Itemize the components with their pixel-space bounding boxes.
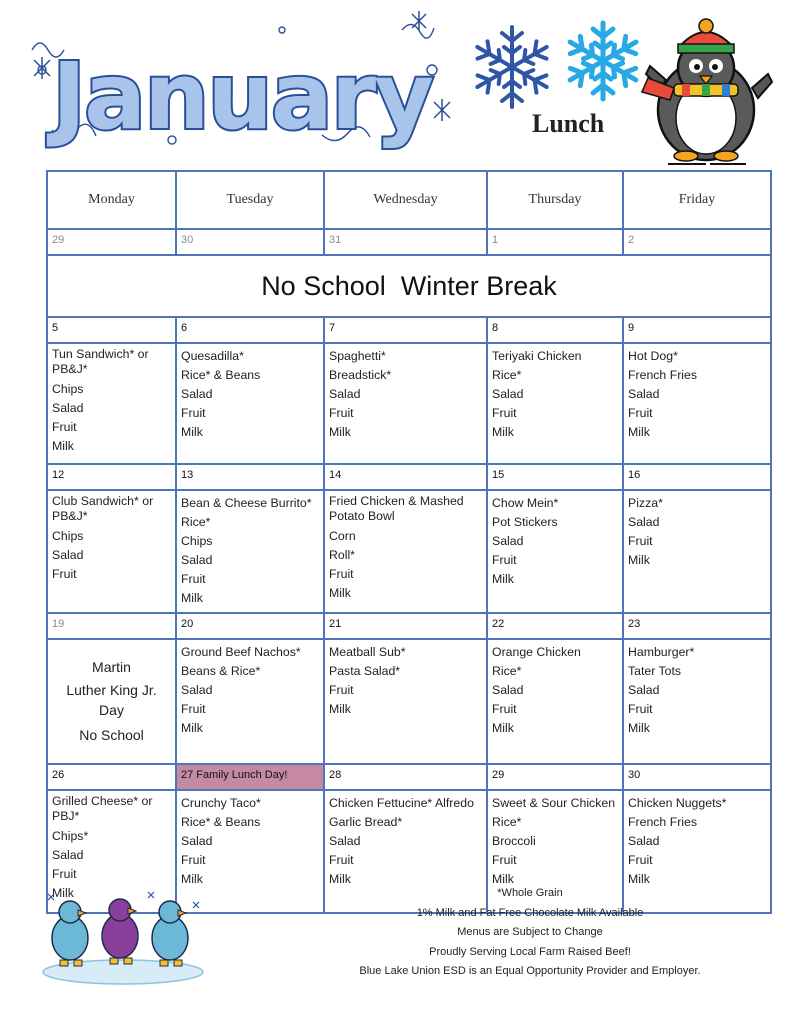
menu-item: Salad [52, 548, 84, 562]
week-3-dates [47, 613, 771, 639]
menu-item: Fruit [492, 406, 517, 420]
menu-item: Salad [492, 387, 524, 401]
menu-item: Crunchy Taco* [181, 796, 261, 810]
date-cell: 14 [324, 464, 487, 490]
footer-note: Menus are Subject to Change [457, 926, 603, 939]
date-cell: 22 [487, 613, 623, 639]
footer-note: Blue Lake Union ESD is an Equal Opportunity Provider and Employer. [359, 965, 701, 978]
menu-cell [487, 490, 623, 613]
menu-item: Fruit [181, 572, 206, 586]
menu-item: Fruit [181, 853, 206, 867]
menu-item: Milk [492, 572, 514, 586]
menu-item: Milk [181, 591, 203, 605]
menu-item: Fruit [329, 853, 354, 867]
menu-item: Milk [628, 721, 650, 735]
menu-cell [623, 639, 771, 764]
menu-item: Roll* [329, 548, 355, 562]
date-cell: 30 [176, 229, 324, 255]
menu-item: Salad [52, 848, 84, 862]
menu-item: Beans & Rice* [181, 664, 261, 678]
menu-item: Chips* [52, 829, 89, 843]
menu-cell [324, 343, 487, 464]
date-cell: 23 [623, 613, 771, 639]
menu-item: Spaghetti* [329, 349, 386, 363]
date-cell: 8 [487, 317, 623, 343]
snowflake-light-icon [560, 18, 646, 104]
menu-item: Hamburger* [628, 645, 695, 659]
menu-item: Fruit [628, 406, 653, 420]
week-1-dates [47, 317, 771, 343]
menu-cell [324, 490, 487, 613]
menu-item: Rice* & Beans [181, 368, 261, 382]
menu-item: Fruit [492, 553, 517, 567]
date-cell: 6 [176, 317, 324, 343]
week-2-menus [47, 490, 771, 613]
week-3-menus [47, 639, 771, 764]
weekday-tuesday: Tuesday [176, 171, 324, 229]
menu-item: Meatball Sub* [329, 645, 406, 659]
menu-item: Fruit [181, 702, 206, 716]
menu-cell [324, 639, 487, 764]
menu-item: Salad [181, 834, 213, 848]
menu-item: Quesadilla* [181, 349, 244, 363]
lunch-subtitle: Lunch [532, 109, 605, 138]
weekday-header-row [47, 171, 771, 229]
menu-item: Milk [181, 872, 203, 886]
menu-item: Tater Tots [628, 664, 682, 678]
menu-item: Salad [628, 515, 660, 529]
menu-item: Milk [628, 872, 650, 886]
menu-item: Breadstick* [329, 368, 392, 382]
week-4-dates [47, 764, 771, 790]
menu-item: Broccoli [492, 834, 536, 848]
holiday-text: No School [79, 726, 144, 743]
date-cell: 12 [47, 464, 176, 490]
menu-item: Sweet & Sour Chicken [492, 796, 616, 810]
menu-item: Chips [181, 534, 213, 548]
menu-item: French Fries [628, 815, 698, 829]
menu-item: Pot Stickers [492, 515, 558, 529]
menu-item: Salad [181, 553, 213, 567]
date-cell: 9 [623, 317, 771, 343]
snowflake-dark-icon [466, 22, 558, 112]
menu-item: Tun Sandwich* or PB&J* [52, 347, 149, 376]
menu-item: Chips [52, 529, 84, 543]
menu-item: Salad [181, 683, 213, 697]
menu-item: Fruit [329, 683, 354, 697]
menu-item: Corn [329, 529, 356, 543]
penguin-icon [640, 18, 775, 168]
menu-item: Salad [52, 401, 84, 415]
menu-item: Milk [181, 425, 203, 439]
date-cell: 30 [623, 764, 771, 790]
week-0-dates [47, 229, 771, 255]
date-cell: 29 [487, 764, 623, 790]
menu-item: Milk [329, 872, 351, 886]
menu-item: Milk [492, 425, 514, 439]
menu-item: Chow Mein* [492, 496, 559, 510]
menu-item: Milk [52, 439, 74, 453]
week-1-menus [47, 343, 771, 464]
menu-item: Pasta Salad* [329, 664, 401, 678]
menu-cell [176, 490, 324, 613]
menu-item: Salad [181, 387, 213, 401]
date-cell: 2 [623, 229, 771, 255]
date-cell: 28 [324, 764, 487, 790]
menu-item: Fruit [492, 702, 517, 716]
date-cell: 26 [47, 764, 176, 790]
menu-item: Salad [628, 834, 660, 848]
menu-item: Rice* [492, 368, 522, 382]
footer-note: *Whole Grain [497, 887, 563, 899]
menu-item: Bean & Cheese Burrito* [181, 496, 312, 510]
menu-item: French Fries [628, 368, 698, 382]
menu-cell [487, 343, 623, 464]
weekday-monday: Monday [47, 171, 176, 229]
skating-birds-icon [38, 888, 208, 988]
menu-item: Milk [628, 553, 650, 567]
menu-item: Fruit [181, 406, 206, 420]
holiday-text: Luther King Jr. Day [66, 681, 157, 718]
mlk-holiday-cell [47, 639, 176, 764]
menu-item: Club Sandwich* or PB&J* [52, 494, 154, 523]
menu-cell [47, 490, 176, 613]
menu-item: Fruit [628, 534, 653, 548]
menu-item: Salad [492, 534, 524, 548]
weekday-friday: Friday [623, 171, 771, 229]
menu-item: Salad [492, 683, 524, 697]
menu-item: Teriyaki Chicken [492, 349, 582, 363]
date-cell: 21 [324, 613, 487, 639]
winter-break-row [47, 255, 771, 317]
date-cell: 20 [176, 613, 324, 639]
menu-item: Fruit [492, 853, 517, 867]
menu-item: Fruit [329, 406, 354, 420]
week-2-dates [47, 464, 771, 490]
menu-item: Ground Beef Nachos* [181, 645, 301, 659]
menu-item: Milk [52, 886, 74, 900]
date-cell: 29 [47, 229, 176, 255]
menu-item: Rice* [181, 515, 211, 529]
menu-item: Orange Chicken [492, 645, 581, 659]
menu-cell [623, 490, 771, 613]
menu-item: Chicken Nuggets* [628, 796, 727, 810]
footer-note: Proudly Serving Local Farm Raised Beef! [429, 945, 631, 958]
menu-item: Rice* [492, 664, 522, 678]
date-cell: 16 [623, 464, 771, 490]
menu-item: Chips [52, 382, 84, 396]
menu-item: Rice* & Beans [181, 815, 261, 829]
menu-cell [176, 343, 324, 464]
date-cell: 5 [47, 317, 176, 343]
menu-item: Milk [329, 425, 351, 439]
weekday-thursday: Thursday [487, 171, 623, 229]
menu-item: Salad [628, 387, 660, 401]
footer-note: 1% Milk and Fat Free Chocolate Milk Available [416, 906, 644, 919]
menu-item: Hot Dog* [628, 349, 678, 363]
date-cell: 1 [487, 229, 623, 255]
menu-item: Milk [329, 586, 351, 600]
menu-item: Milk [492, 872, 514, 886]
menu-item: Grilled Cheese* or PBJ* [52, 794, 153, 823]
date-cell: 13 [176, 464, 324, 490]
menu-cell [47, 343, 176, 464]
footer-notes [330, 884, 730, 982]
lunch-calendar [46, 170, 772, 914]
menu-item: Garlic Bread* [329, 815, 403, 829]
menu-item: Fried Chicken & Mashed Potato Bowl [329, 494, 464, 523]
family-lunch-day-date: 27 Family Lunch Day! [176, 764, 324, 790]
weekday-wednesday: Wednesday [324, 171, 487, 229]
january-title-art [22, 10, 462, 160]
date-cell: 7 [324, 317, 487, 343]
menu-item: Pizza* [628, 496, 663, 510]
menu-item: Milk [329, 702, 351, 716]
menu-item: Salad [329, 387, 361, 401]
menu-item: Milk [628, 425, 650, 439]
winter-break-banner: No School Winter Break [47, 255, 771, 317]
title-text: January [46, 43, 434, 150]
menu-item: Fruit [52, 867, 77, 881]
menu-item: Chicken Fettucine* Alfredo [329, 796, 474, 810]
date-cell: 15 [487, 464, 623, 490]
menu-item: Salad [329, 834, 361, 848]
menu-item: Fruit [329, 567, 354, 581]
menu-item: Fruit [628, 702, 653, 716]
menu-cell [623, 343, 771, 464]
holiday-text: Martin [92, 658, 131, 675]
menu-item: Salad [628, 683, 660, 697]
menu-cell [176, 639, 324, 764]
date-cell: 31 [324, 229, 487, 255]
menu-item: Fruit [52, 420, 77, 434]
menu-item: Fruit [628, 853, 653, 867]
menu-item: Fruit [52, 567, 77, 581]
menu-item: Rice* [492, 815, 522, 829]
date-cell: 19 [47, 613, 176, 639]
menu-cell [487, 639, 623, 764]
header [0, 0, 791, 170]
menu-item: Milk [492, 721, 514, 735]
menu-item: Milk [181, 721, 203, 735]
